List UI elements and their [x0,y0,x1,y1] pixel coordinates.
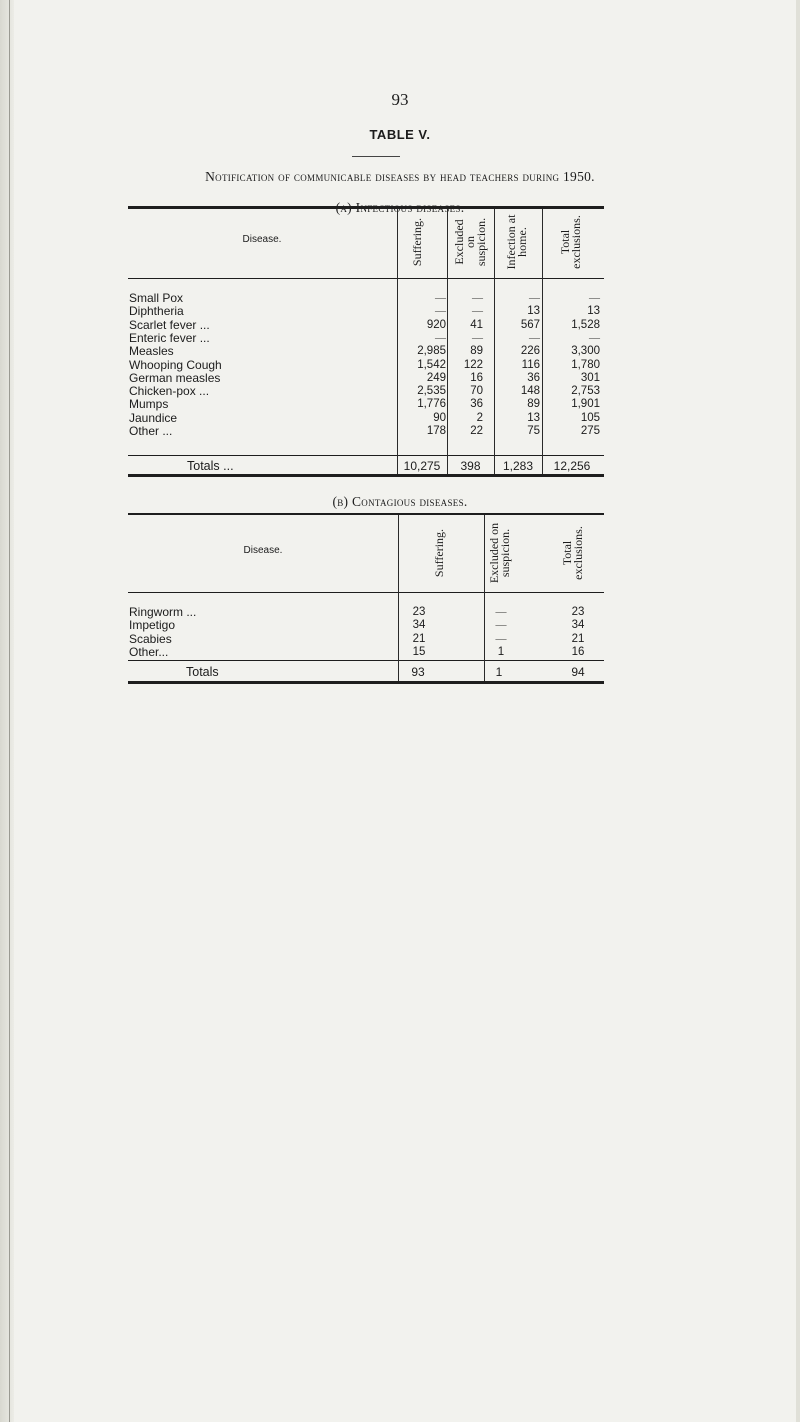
table-b-row-disease: Other... [129,645,169,659]
table-a-row-disease: Measles [129,345,174,359]
table-a-cell-total: 13 [587,305,600,318]
table-a-col-infection: Infection at home. [504,214,529,270]
table-a-row-disease: German measles [129,371,221,385]
table-a-cell-excluded: 22 [470,425,483,437]
table-a-cell-suffering: 1,776 [417,398,446,411]
table-a-col-excluded: Excluded on suspicion. [452,217,488,267]
table-a-cell-suffering: 2,985 [417,345,446,358]
table-a-row-disease: Other ... [129,425,173,438]
table-a-col-suffering: Suffering. [410,217,424,267]
table-a-cell-excluded: 122 [463,358,483,371]
table-a-totals-label: Totals ... [187,459,234,473]
table-a-cell-total: — [589,292,600,304]
table-a-bottom-rule [128,474,604,477]
table-b-cell-excluded: — [495,632,507,645]
table-a-totals-excluded: 398 [460,459,481,473]
table-a-cell-infection: 13 [527,411,540,424]
table-a-cell-infection: 75 [527,425,540,437]
table-a-cell-total: 301 [580,371,600,384]
table-b-heading: (b) Contagious diseases. [332,494,468,509]
table-title: TABLE V. [369,127,431,142]
table-b-totals-rule [128,660,604,661]
table-b-cell-total: 16 [571,645,585,658]
table-a-row-disease: Jaundice [129,411,178,425]
page-number: 93 [391,90,409,109]
table-a-cell-suffering: 249 [426,371,446,384]
table-a-totals-rule [128,455,604,456]
table-a-cell-infection: 567 [520,318,540,331]
document-subtitle: Notification of communicable diseases by head teachers during 1950. [205,169,595,184]
table-a-cell-suffering: — [435,292,446,304]
table-a-cell-infection: 36 [527,371,540,384]
table-b-cell-excluded: 1 [497,645,505,658]
table-b-cell-suffering: 15 [412,645,426,658]
table-b-cell-suffering: 23 [412,606,426,618]
table-b-col-disease: Disease. [243,545,283,556]
table-a-cell-infection: 13 [527,305,540,318]
table-a-totals-suffering: 10,275 [403,459,441,473]
table-a-cell-excluded: — [472,331,483,344]
table-b-cell-suffering: 34 [412,619,426,632]
table-b-row-disease: Ringworm ... [129,606,197,619]
table-a-vline-4 [542,209,543,474]
table-a-totals-total: 12,256 [553,459,591,473]
table-b-totals-label: Totals [186,665,219,679]
table-b-totals-total: 94 [571,665,585,679]
table-b-col-suffering: Suffering. [432,528,446,578]
table-a-cell-excluded: 89 [470,345,483,358]
table-b-top-rule [128,513,604,515]
table-b-row-disease: Scabies [129,632,172,646]
table-a-cell-excluded: 2 [476,411,483,424]
table-b-col-excluded: Excluded on suspicion. [487,522,512,584]
table-a-col-disease: Disease. [242,234,282,245]
table-b-row-disease: Impetigo [129,619,176,633]
table-a-cell-suffering: — [435,305,446,318]
table-b-cell-total: 21 [571,632,585,645]
table-a-cell-excluded: 41 [470,318,483,331]
table-a-cell-excluded: — [472,292,483,304]
table-a-cell-suffering: 2,535 [417,385,446,398]
table-a-cell-total: 3,300 [571,345,600,358]
table-a-top-rule [128,206,604,209]
table-a-vline-1 [397,209,398,474]
table-a-cell-infection: — [529,292,540,304]
table-a-cell-suffering: 90 [433,411,446,424]
table-a-cell-excluded: 70 [470,385,483,398]
table-a-cell-total: 2,753 [571,385,600,398]
table-a-col-total: Total exclusions. [558,215,583,269]
table-b-totals-excluded: 1 [495,665,503,679]
table-a-row-disease: Mumps [129,398,169,412]
table-a-cell-infection: 116 [521,358,540,371]
table-a-cell-excluded: 36 [470,398,483,411]
table-b-cell-suffering: 21 [412,632,426,645]
table-a-cell-suffering: — [435,331,446,344]
table-a-cell-infection: 226 [520,345,540,358]
table-b-col-total: Total exclusions. [560,526,585,580]
table-b-header-rule [128,592,604,593]
table-a-row-disease: Small Pox [129,292,184,305]
table-a-cell-infection: — [529,331,540,344]
title-rule [352,156,400,157]
table-a-row-disease: Whooping Cough [129,358,222,372]
table-a-cell-total: 1,901 [571,398,600,411]
table-a-cell-suffering: 920 [426,318,446,331]
table-a-totals-infection: 1,283 [502,459,534,473]
table-a-cell-excluded: 16 [470,371,483,384]
table-b-cell-excluded: — [495,606,507,618]
table-a-cell-total: 1,528 [571,318,600,331]
table-a-cell-excluded: — [472,305,483,318]
table-b-cell-total: 34 [571,619,585,632]
table-a-cell-suffering: 1,542 [417,358,446,371]
table-a-vline-3 [494,209,495,474]
table-a-cell-total: — [589,331,600,344]
table-a-cell-suffering: 178 [426,425,446,437]
table-b-cell-excluded: — [495,619,507,632]
table-a-cell-total: 275 [580,425,600,437]
table-a-row-disease: Enteric fever ... [129,331,210,345]
table-b-vline-2 [484,515,485,681]
table-b-bottom-rule [128,681,604,684]
table-a-header-rule [128,278,604,279]
table-a-row-disease: Diphtheria [129,305,184,319]
table-b-cell-total: 23 [571,606,585,618]
table-a-cell-infection: 148 [520,385,540,398]
table-b-totals-suffering: 93 [411,665,425,679]
table-a-cell-infection: 89 [527,398,540,411]
table-a-row-disease: Scarlet fever ... [129,318,210,332]
table-a-cell-total: 1,780 [571,358,600,371]
table-a-row-disease: Chicken-pox ... [129,385,210,399]
table-a-cell-total: 105 [580,411,600,424]
table-b-vline-1 [398,515,399,681]
